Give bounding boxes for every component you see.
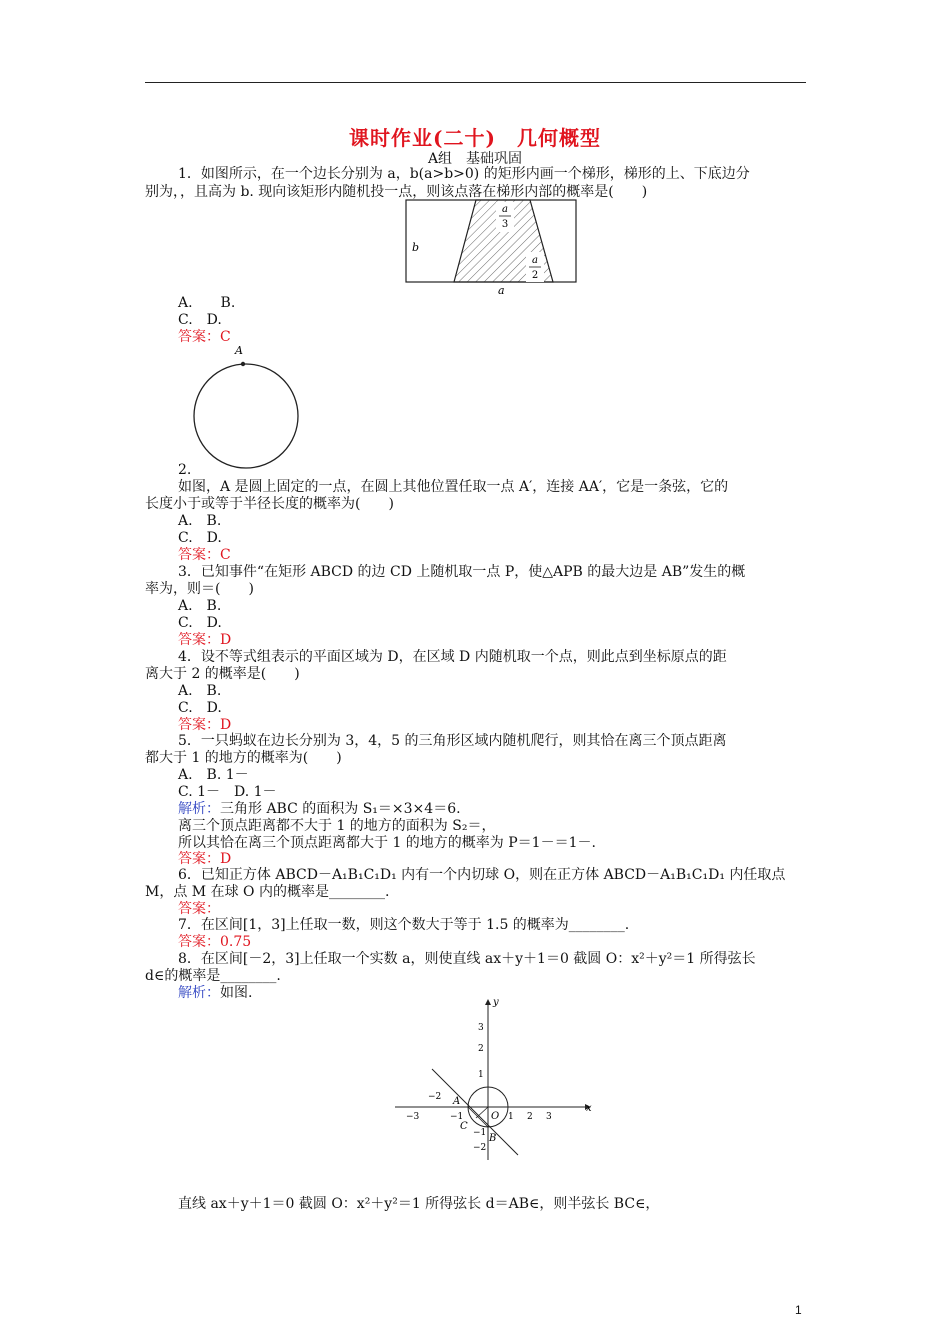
q8-ytick-1: 1 — [478, 1070, 484, 1080]
q8-label-b: B — [489, 1133, 497, 1144]
q8-line1: 8．在区间[－2，3]上任取一个实数 a，则使直线 ax＋y＋1＝0 截圆 O：x²＋y²＝1 所得弦长 — [178, 951, 756, 967]
q1-trapezoid-figure — [400, 196, 580, 296]
q8-ytick-2: 2 — [478, 1044, 484, 1054]
q8-ytick-neg2: −2 — [473, 1143, 487, 1153]
q3-line2: 率为，则＝( ) — [145, 581, 254, 597]
q8-xtick-1: 1 — [508, 1112, 514, 1122]
q8-line2: d∈的概率是________. — [145, 968, 281, 984]
q2-label-a: A — [235, 344, 243, 357]
q8-xtick-neg3: −3 — [406, 1112, 420, 1122]
q5-jiexi-text1: 三角形 ABC 的面积为 S₁＝×3×4＝6. — [220, 801, 461, 817]
q5-options-cd: C. 1－ D. 1－ — [178, 784, 277, 800]
q6-line2: M，点 M 在球 O 内的概率是________. — [145, 884, 390, 900]
q8-jiexi-text: 如图. — [220, 985, 253, 1001]
q4-options-cd: C. D. — [178, 700, 222, 716]
q3-line1: 3．已知事件“在矩形 ABCD 的边 CD 上随机取一点 P，使△APB 的最大边是 AB”发生的概 — [178, 564, 746, 580]
q8-label-c: C — [460, 1121, 468, 1132]
header-rule — [145, 82, 806, 83]
q5-jiexi-line3: 所以其恰在离三个顶点距离都大于 1 的地方的概率为 P＝1－＝1－. — [178, 835, 596, 851]
q8-x-label: x — [586, 1103, 592, 1114]
q4-line1: 4．设不等式组表示的平面区域为 D，在区域 D 内随机取一个点，则此点到坐标原点的距 — [178, 649, 727, 665]
q5-line2: 都大于 1 的地方的概率为( ) — [145, 750, 342, 766]
q7-answer — [178, 934, 251, 951]
q8-xtick-neg2: −2 — [428, 1092, 442, 1102]
q4-line2: 离大于 2 的概率是( ) — [145, 666, 300, 682]
q4-answer: 答案：D — [178, 717, 232, 733]
q8-xtick-3: 3 — [546, 1112, 552, 1122]
q1-label-a: a — [498, 284, 505, 296]
q5-options-ab: A. B. 1－ — [178, 767, 249, 783]
q8-coordinate-figure — [390, 995, 600, 1165]
q2-point-a — [241, 362, 245, 366]
q8-xtick-2: 2 — [527, 1112, 533, 1122]
q1-bot-den: 2 — [531, 270, 539, 281]
q2-number: 2. — [178, 462, 192, 478]
q1-options-cd: C. D. — [178, 312, 222, 328]
q8-last-line: 直线 ax＋y＋1＝0 截圆 O：x²＋y²＝1 所得弦长 d＝AB∈，则半弦长 BC∈， — [178, 1196, 660, 1212]
q5-line1: 5．一只蚂蚁在边长分别为 3，4，5 的三角形区域内随机爬行，则其恰在离三个顶点距离 — [178, 733, 727, 749]
q4-options-ab: A. B. — [178, 683, 222, 699]
q1-top-num: a — [502, 204, 508, 215]
q5-jiexi-line1 — [178, 801, 461, 818]
q7-line1: 7．在区间[1，3]上任取一数，则这个数大于等于 1.5 的概率为________. — [178, 917, 630, 933]
q2-circle-figure — [186, 340, 316, 480]
q1-line1: 1．如图所示，在一个边长分别为 a，b(a>b>0) 的矩形内画一个梯形，梯形的上、下底边分 — [178, 166, 750, 182]
q3-options-cd: C. D. — [178, 615, 222, 631]
q1-bot-num: a — [532, 255, 538, 266]
q8-radius-bc — [476, 1107, 488, 1118]
q8-jiexi-label: 解析： — [178, 985, 220, 1001]
q5-jiexi-label: 解析： — [178, 801, 220, 817]
q3-options-ab: A. B. — [178, 598, 222, 614]
q8-ytick-neg1: −1 — [473, 1128, 487, 1138]
q2-circle — [194, 364, 298, 468]
q1-top-den: 3 — [501, 219, 509, 230]
q6-answer: 答案： — [178, 901, 220, 917]
q6-line1: 6．已知正方体 ABCD－A₁B₁C₁D₁ 内有一个内切球 O，则在正方体 ABCD－A₁B₁C₁D₁ 内任取点 — [178, 867, 786, 883]
q3-answer: 答案：D — [178, 632, 232, 648]
q7-answer-text: 答案：0.75 — [178, 934, 252, 950]
q8-origin-label: O — [491, 1111, 500, 1122]
q5-jiexi-line2: 离三个顶点距离都不大于 1 的地方的面积为 S₂＝， — [178, 818, 496, 834]
q2-line2: 长度小于或等于半径长度的概率为( ) — [145, 496, 394, 512]
q2-options-ab: A. B. — [178, 513, 222, 529]
q2-answer: 答案：C — [178, 547, 231, 563]
q2-options-cd: C. D. — [178, 530, 222, 546]
q1-options-ab: A. B. — [178, 295, 236, 311]
q1-line2: 别为，，且高为 b. 现向该矩形内随机投一点，则该点落在梯形内部的概率是( ) — [145, 184, 648, 200]
q8-y-label: y — [493, 997, 499, 1008]
q2-line1: 如图，A 是圆上固定的一点，在圆上其他位置任取一点 A′，连接 AA′，它是一条弦，它的 — [178, 479, 729, 495]
q8-jiexi — [178, 985, 252, 1002]
section-subtitle: A组 基础巩固 — [427, 151, 523, 167]
q1-label-b: b — [412, 241, 420, 254]
q8-xtick-neg1: −1 — [450, 1112, 464, 1122]
page-number: 1 — [795, 1303, 802, 1317]
q8-ytick-3: 3 — [478, 1023, 484, 1033]
q1-answer: 答案：C — [178, 329, 231, 345]
q8-label-a: A — [453, 1096, 461, 1107]
q5-answer: 答案：D — [178, 851, 232, 867]
page-title: 课时作业(二十) 几何概型 — [349, 126, 601, 150]
